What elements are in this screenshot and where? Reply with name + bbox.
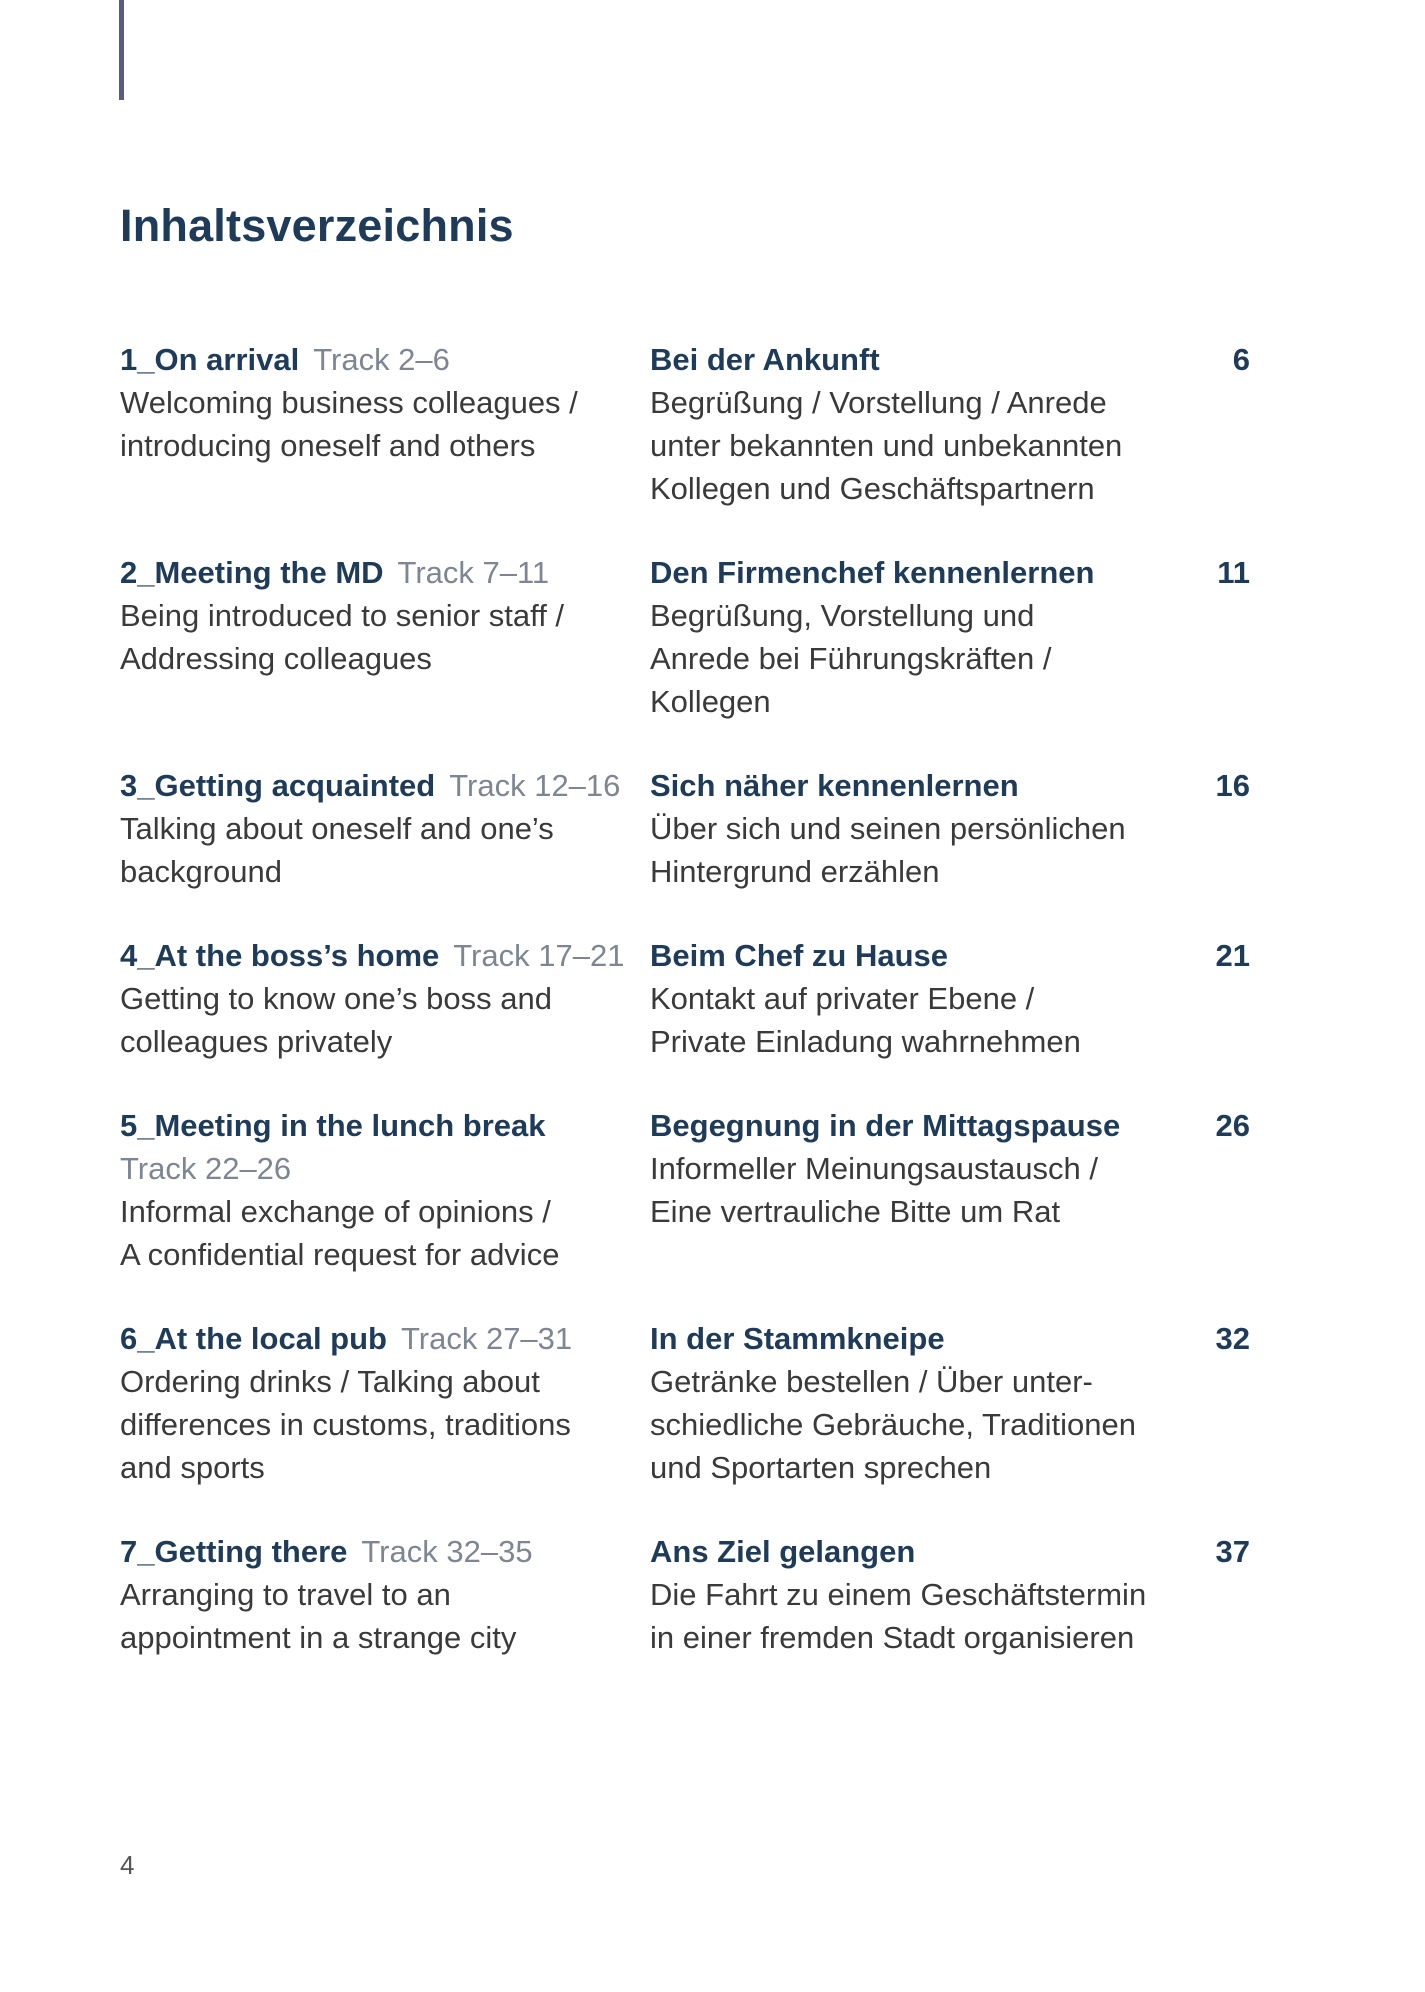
chapter-title-english: 5_Meeting in the lunch break [120,1108,546,1143]
chapter-page-number: 32 [1215,1321,1250,1356]
chapter-title-german: In der Stammkneipe [650,1321,945,1356]
chapter-description-english-line: and sports [120,1450,265,1485]
chapter-title-german: Ans Ziel gelangen [650,1534,916,1569]
audio-track-range: Track 27–31 [400,1321,573,1356]
toc-entry-english [120,1530,650,1659]
audio-track-range: Track 12–16 [449,768,621,803]
audio-track-range: Track 22–26 [120,1151,292,1186]
vertical-accent-rule [119,0,124,100]
table-of-contents [120,338,1250,1700]
chapter-description-german-line: Hintergrund erzählen [650,854,940,889]
chapter-description-english-line: Addressing colleagues [120,641,432,676]
toc-entry-german [650,551,1150,723]
chapter-description-german-line: und Sportarten sprechen [650,1450,992,1485]
chapter-description-german-line: Kontakt auf privater Ebene / [650,981,1035,1016]
toc-entry[interactable] [120,764,1250,893]
audio-track-range: Track 7–11 [397,555,550,590]
chapter-description-german-line: Über sich und seinen persönlichen [650,811,1126,846]
toc-entry-english [120,1104,650,1276]
chapter-description-german-line: Informeller Meinungsaustausch / [650,1151,1099,1186]
chapter-description-german-line: Begrüßung, Vorstellung und [650,598,1035,633]
chapter-description-german-line: Kollegen und Geschäftspartnern [650,471,1095,506]
toc-entry[interactable] [120,338,1250,510]
audio-track-range: Track 17–21 [453,938,625,973]
toc-entry[interactable] [120,934,1250,1063]
chapter-description-german-line: Private Einladung wahrnehmen [650,1024,1081,1059]
chapter-page-number: 37 [1215,1534,1250,1569]
chapter-description-german-line: Eine vertrauliche Bitte um Rat [650,1194,1061,1229]
chapter-description-english-line: appointment in a strange city [120,1620,517,1655]
chapter-page-number: 21 [1215,938,1250,973]
chapter-title-german: Bei der Ankunft [650,342,880,377]
chapter-description-german-line: unter bekannten und unbekannten [650,428,1123,463]
chapter-page-number: 6 [1232,342,1250,377]
toc-entry-german [650,1317,1150,1489]
toc-entry[interactable] [120,551,1250,723]
chapter-description-german-line: in einer fremden Stadt organisieren [650,1620,1135,1655]
chapter-title-german: Beim Chef zu Hause [650,938,949,973]
toc-entry-german [650,934,1150,1063]
chapter-title-english: 3_Getting acquainted [120,768,436,803]
chapter-title-english: 2_Meeting the MD [120,555,384,590]
toc-entry[interactable] [120,1317,1250,1489]
toc-entry-english [120,764,650,893]
chapter-title-english: 6_At the local pub [120,1321,387,1356]
toc-entry-english [120,934,650,1063]
chapter-description-german-line: Anrede bei Führungskräften / [650,641,1052,676]
chapter-title-german: Begegnung in der Mittagspause [650,1108,1121,1143]
toc-entry[interactable] [120,1530,1250,1659]
chapter-description-german-line: Die Fahrt zu einem Geschäftstermin [650,1577,1147,1612]
chapter-page-number: 11 [1217,555,1250,590]
chapter-description-english-line: Ordering drinks / Talking about [120,1364,540,1399]
audio-track-range: Track 32–35 [361,1534,533,1569]
toc-entry[interactable] [120,1104,1250,1276]
chapter-description-german-line: Getränke bestellen / Über unter- [650,1364,1093,1399]
page-title: Inhaltsverzeichnis [120,200,514,251]
audio-track-range: Track 2–6 [313,342,450,377]
toc-entry-english [120,1317,650,1489]
toc-entry-german [650,338,1150,510]
chapter-description-english-line: A confidential request for advice [120,1237,560,1272]
chapter-description-english-line: background [120,854,283,889]
chapter-description-german-line: schiedliche Gebräuche, Traditionen [650,1407,1136,1442]
chapter-description-english-line: Talking about oneself and one’s [120,811,554,846]
chapter-title-english: 7_Getting there [120,1534,348,1569]
chapter-description-english-line: introducing oneself and others [120,428,536,463]
chapter-description-english-line: Getting to know one’s boss and [120,981,552,1016]
chapter-page-number: 16 [1215,768,1250,803]
chapter-description-english-line: Arranging to travel to an [120,1577,451,1612]
chapter-description-german-line: Kollegen [650,684,771,719]
chapter-description-english-line: colleagues privately [120,1024,393,1059]
toc-entry-english [120,551,650,723]
chapter-title-english: 4_At the boss’s home [120,938,440,973]
chapter-title-german: Den Firmenchef kennenlernen [650,555,1095,590]
chapter-description-english-line: differences in customs, traditions [120,1407,571,1442]
chapter-title-german: Sich näher kennenlernen [650,768,1019,803]
chapter-title-english: 1_On arrival [120,342,300,377]
toc-entry-german [650,764,1150,893]
toc-entry-german [650,1104,1150,1276]
toc-entry-german [650,1530,1150,1659]
chapter-description-english-line: Welcoming business colleagues / [120,385,578,420]
chapter-description-german-line: Begrüßung / Vorstellung / Anrede [650,385,1107,420]
toc-entry-english [120,338,650,510]
page-number: 4 [120,1850,135,1880]
chapter-description-english-line: Being introduced to senior staff / [120,598,565,633]
chapter-page-number: 26 [1215,1108,1250,1143]
chapter-description-english-line: Informal exchange of opinions / [120,1194,551,1229]
